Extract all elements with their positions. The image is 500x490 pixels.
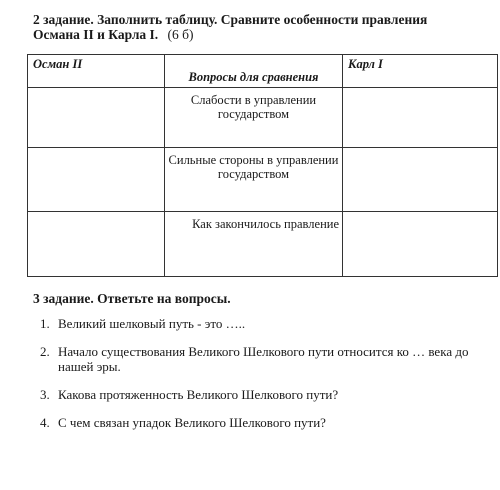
- list-item: [40, 387, 485, 402]
- task2-title: [33, 12, 473, 42]
- answer-cell-karl-strong[interactable]: [343, 148, 498, 212]
- table-row: [28, 148, 498, 212]
- list-item: [40, 415, 485, 430]
- task2-title-line1: 2 задание. Заполнить таблицу. Сравните особенности правления: [33, 12, 428, 27]
- header-karl: Карл I: [343, 55, 498, 88]
- comparison-table: [27, 54, 498, 277]
- answer-cell-osman-strong[interactable]: [28, 148, 165, 212]
- question-number: 4.: [40, 415, 50, 430]
- question-text: Какова протяженность Великого Шелкового пути?: [58, 387, 339, 402]
- question-number: 1.: [40, 316, 50, 331]
- question-text: С чем связан упадок Великого Шелкового пути?: [58, 415, 326, 430]
- answer-cell-osman-end[interactable]: [28, 212, 165, 277]
- question-cell-weakness: Слабости в управлении государством: [165, 88, 343, 148]
- table-header-row: [28, 55, 498, 88]
- question-cell-ending: Как закончилось правление: [165, 212, 343, 277]
- table-row: [28, 88, 498, 148]
- question-cell-strengths: Сильные стороны в управлении государством: [165, 148, 343, 212]
- header-osman: Осман II: [28, 55, 165, 88]
- question-text: Великий шелковый путь - это …..: [58, 316, 246, 331]
- task3-title: 3 задание. Ответьте на вопросы.: [33, 291, 231, 306]
- task2-title-line2: Османа II и Карла I.: [33, 27, 159, 42]
- answer-cell-karl-weak[interactable]: [343, 88, 498, 148]
- question-number: 2.: [40, 344, 50, 359]
- question-number: 3.: [40, 387, 50, 402]
- task2-points: (6 б): [167, 27, 194, 42]
- list-item: [40, 316, 485, 331]
- header-questions: Вопросы для сравнения: [165, 55, 343, 88]
- question-text: Начало существования Великого Шелкового пути относится ко … века до нашей эры.: [58, 344, 469, 374]
- list-item: [40, 344, 485, 374]
- answer-cell-osman-weak[interactable]: [28, 88, 165, 148]
- answer-cell-karl-end[interactable]: [343, 212, 498, 277]
- questions-list: [40, 316, 485, 443]
- table-row: [28, 212, 498, 277]
